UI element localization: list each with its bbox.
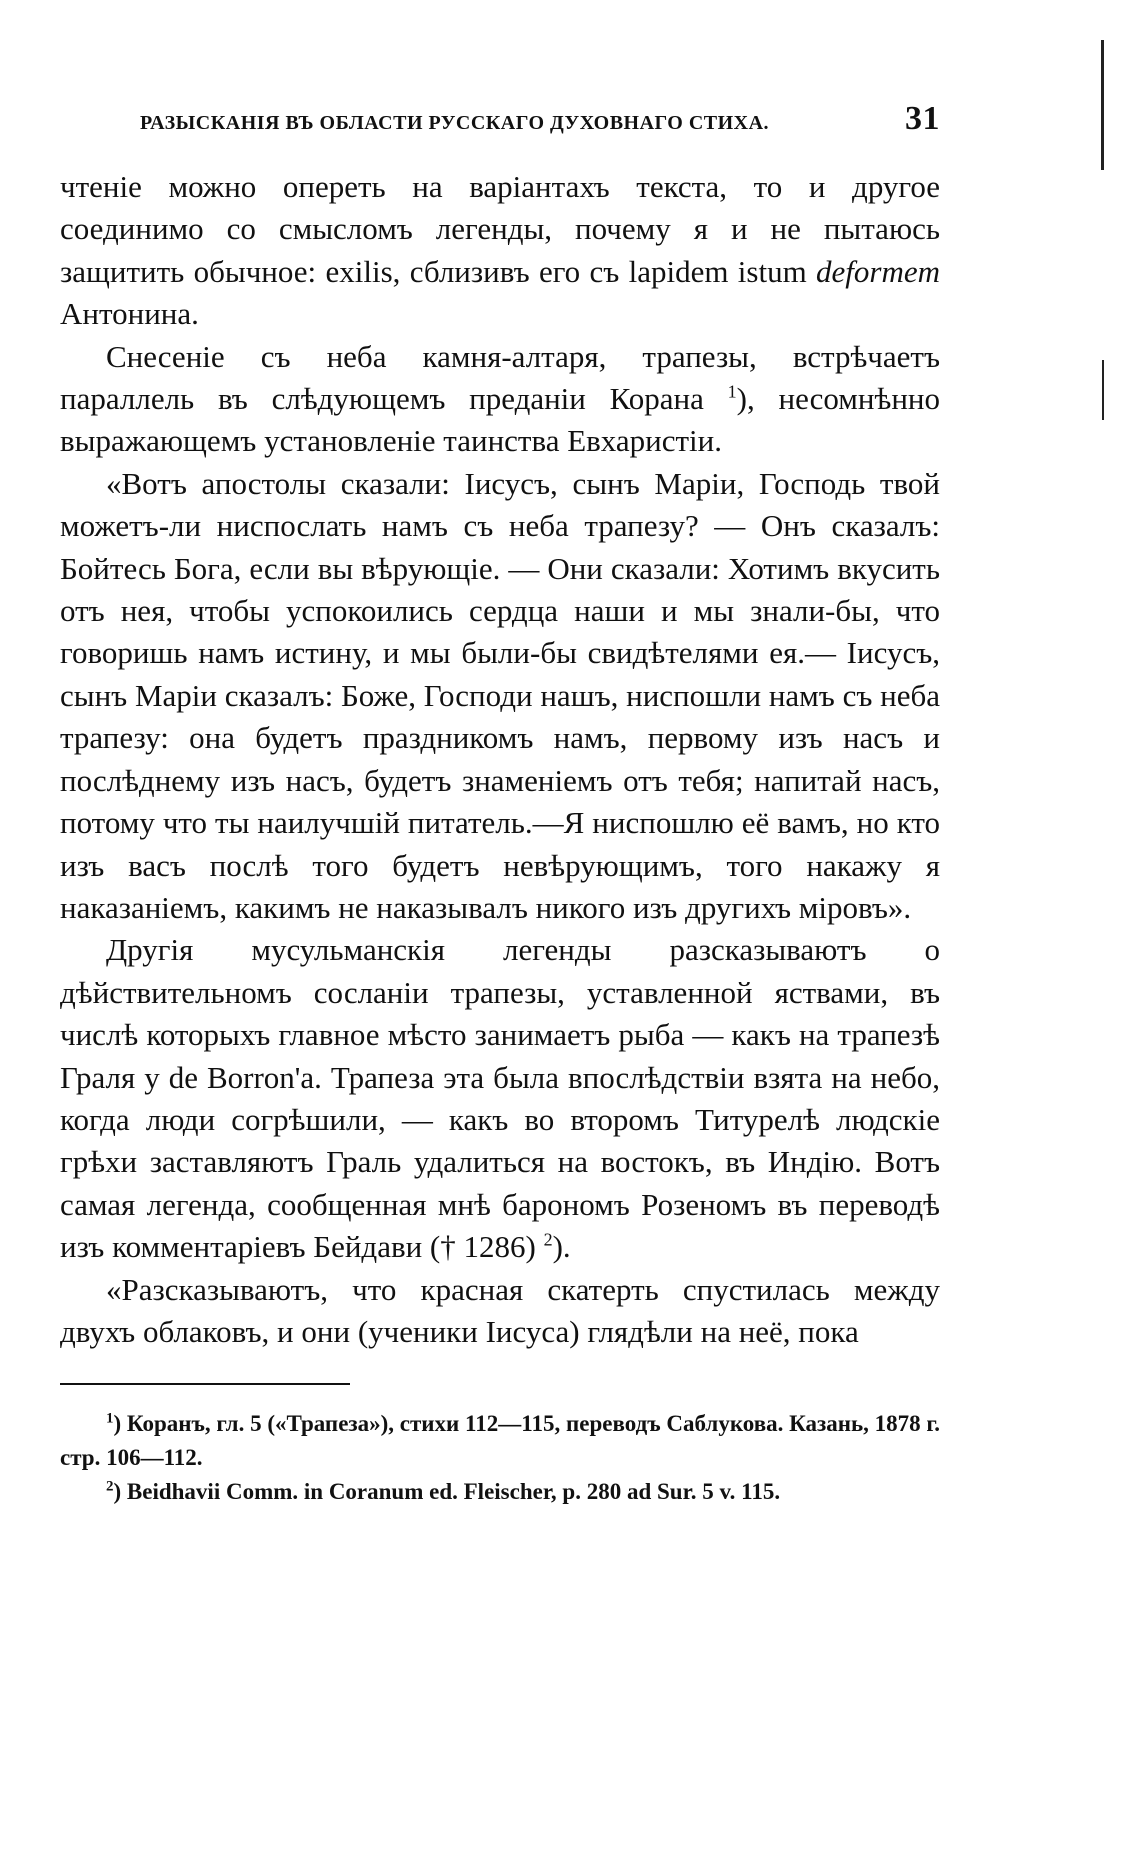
book-page — [60, 100, 940, 1509]
page-header — [60, 100, 940, 140]
footnote-text: ) Beidhavii Comm. in Coranum ed. Fleischer, p. 280 ad Sur. 5 v. 115. — [113, 1479, 781, 1505]
paragraph — [60, 929, 940, 1268]
paragraph — [60, 336, 940, 463]
body-text — [60, 166, 940, 1353]
footnotes — [60, 1407, 940, 1509]
paragraph — [60, 463, 940, 929]
footnote-ref: 2 — [543, 1229, 553, 1250]
italic-text: deformem — [816, 253, 940, 289]
paragraph — [60, 166, 940, 336]
footnote — [60, 1475, 940, 1509]
text-segment: чтеніе можно опереть на варіантахъ текста, то и другое соединимо со смысломъ легенды, почему я и не пытаюсь защитить обычное: exilis, сблизивъ его съ lapidem istum — [60, 169, 940, 289]
footnote — [60, 1407, 940, 1475]
running-head: РАЗЫСКАНІЯ ВЪ ОБЛАСТИ РУССКАГО ДУХОВНАГО СТИХА. — [140, 112, 770, 134]
text-segment: «Разсказываютъ, что красная скатерть спустилась между двухъ облаковъ, и они (ученики Іисуса) глядѣли на неё, пока — [60, 1271, 940, 1349]
text-segment: Антонина. — [60, 296, 199, 332]
text-segment: Снесеніе съ неба камня-алтаря, трапезы, встрѣчаетъ параллель въ слѣдующемъ преданіи Корана — [60, 338, 940, 417]
footnote-ref: 1 — [727, 381, 737, 402]
paragraph — [60, 1269, 940, 1354]
text-segment: Другія мусульманскія легенды разсказываютъ о дѣйствительномъ сосланіи трапезы, уставленной яствами, въ числѣ которыхъ главное мѣсто занимаетъ рыба — какъ на трапезѣ Граля у de Borron'а. Трапеза эта была впослѣдствіи взята на небо, когда люди согрѣшили, — какъ во второмъ Титурелѣ людскіе грѣхи заставляютъ Граль удалиться на востокъ, въ Индію. Вотъ самая легенда, сообщенная мнѣ барономъ Розеномъ въ переводѣ изъ комментаріевъ Бейдави († 1286) — [60, 932, 940, 1265]
footnote-marker: 1 — [106, 1410, 114, 1427]
footnote-text: ) Коранъ, гл. 5 («Трапеза»), стихи 112—115, переводъ Саблукова. Казань, 1878 г. стр. 106—112. — [60, 1411, 940, 1471]
footnote-divider — [60, 1383, 350, 1385]
text-segment: «Вотъ апостолы сказали: Іисусъ, сынъ Маріи, Господь твой можетъ-ли ниспослать намъ съ неба трапезу? — Онъ сказалъ: Бойтесь Бога, если вы вѣрующіе. — Они сказали: Хотимъ вкусить отъ нея, чтобы успокоились сердца наши и мы знали-бы, что говоришь намъ истину, и мы были-бы свидѣтелями ея.— Іисусъ, сынъ Маріи сказалъ: Боже, Господи нашъ, ниспошли намъ съ неба трапезу: она будетъ праздникомъ намъ, первому изъ насъ и послѣднему изъ насъ, будетъ знаменіемъ отъ тебя; напитай насъ, потому что ты наилучшій питатель.—Я ниспошлю её вамъ, но кто изъ васъ послѣ того будетъ невѣрующимъ, того накажу я наказаніемъ, какимъ не наказывалъ никого изъ другихъ міровъ». — [60, 465, 940, 925]
footnote-marker: 2 — [106, 1478, 114, 1495]
text-segment: ), несомнѣнно выражающемъ установленіе таинства Евхаристіи. — [60, 381, 940, 459]
scan-edge-mark — [1101, 40, 1104, 170]
text-segment: ). — [552, 1229, 571, 1265]
scan-edge-mark — [1102, 360, 1104, 420]
page-number: 31 — [905, 100, 940, 137]
